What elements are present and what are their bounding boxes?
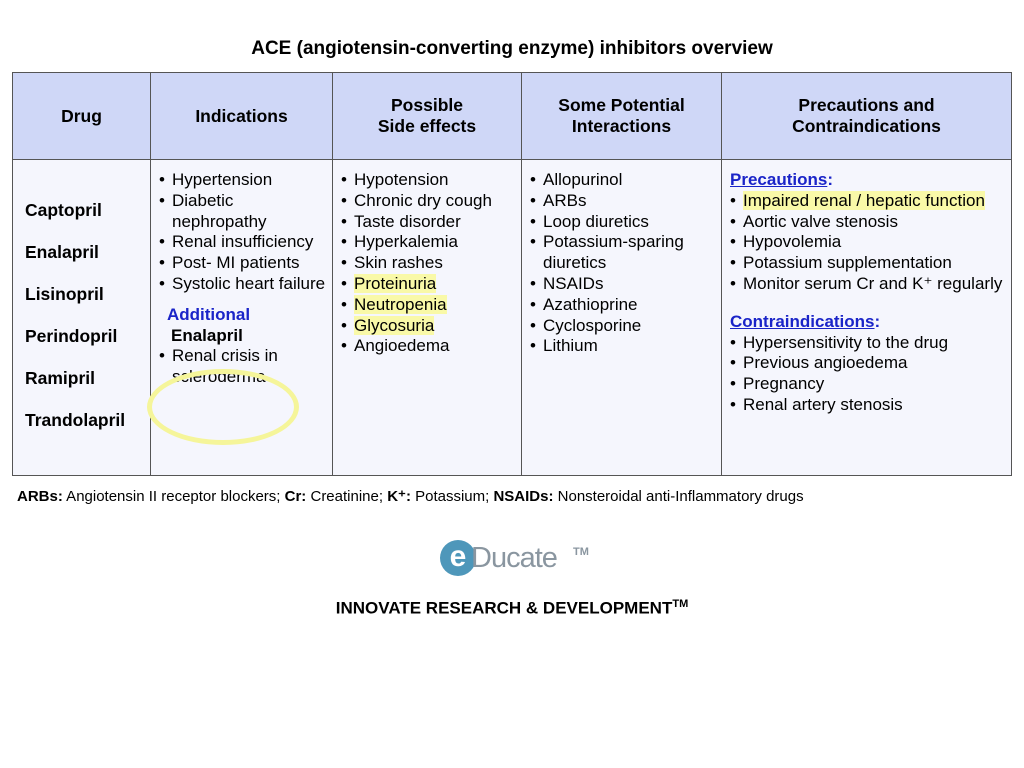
list-item: • Aortic valve stenosis [730, 212, 1007, 233]
header-drug: Drug [13, 73, 151, 160]
list-item: • NSAIDs [530, 274, 717, 295]
header-precautions: Precautions and Contraindications [722, 73, 1012, 160]
list-item-highlighted [730, 191, 1007, 212]
list-item: • Renal insufficiency [159, 232, 328, 253]
list-item-highlighted [341, 295, 517, 316]
abbreviations-footnote: ARBs: Angiotensin II receptor blockers; Cr: Creatinine; K⁺: Potassium; NSAIDs: Nonsteroidal anti-Inflammatory drugs [17, 488, 804, 505]
ace-inhibitors-table [12, 72, 1012, 476]
list-item: • Systolic heart failure [159, 274, 328, 295]
list-item: • Hypertension [159, 170, 328, 191]
side-effects-list [341, 170, 517, 357]
side-effects-cell [333, 160, 522, 476]
list-item: • Lithium [530, 336, 717, 357]
list-item: • Previous angioedema [730, 353, 1007, 374]
list-item-highlighted [341, 274, 517, 295]
list-item: • ARBs [530, 191, 717, 212]
drug-name: Perindopril [25, 326, 118, 346]
list-item: • Hypovolemia [730, 232, 1007, 253]
drug-name: Enalapril [25, 242, 99, 262]
drug-name: Trandolapril [25, 410, 126, 430]
header-interactions: Some Potential Interactions [522, 73, 722, 160]
contraindications-list [730, 333, 1007, 416]
header-side-effects: Possible Side effects [333, 73, 522, 160]
precautions-cell [722, 160, 1012, 476]
list-item: • Renal artery stenosis [730, 395, 1007, 416]
list-item: • Hyperkalemia [341, 232, 517, 253]
list-item: • Pregnancy [730, 374, 1007, 395]
list-item: • Post- MI patients [159, 253, 328, 274]
precautions-list [730, 191, 1007, 295]
indications-list [159, 170, 328, 295]
drug-name: Captopril [25, 200, 102, 220]
list-item-highlighted [341, 316, 517, 337]
list-item: • Cyclosporine [530, 316, 717, 337]
drug-name: Ramipril [25, 368, 96, 388]
table-body-row [13, 160, 1012, 476]
list-item: • Hypersensitivity to the drug [730, 333, 1007, 354]
interactions-cell [522, 160, 722, 476]
interactions-list [530, 170, 717, 357]
drug-name: Lisinopril [25, 284, 104, 304]
drug-list [21, 170, 146, 431]
additional-list [159, 346, 328, 388]
page-title: ACE (angiotensin-converting enzyme) inhibitors overview [251, 38, 773, 59]
educate-logo [440, 538, 590, 580]
list-item: • Monitor serum Cr and K⁺ regularly [730, 274, 1007, 295]
precautions-heading: Precautions: [730, 170, 833, 189]
table-header-row [13, 73, 1012, 160]
list-item: • Loop diuretics [530, 212, 717, 233]
list-item: • Azathioprine [530, 295, 717, 316]
drug-cell [13, 160, 151, 476]
highlight: Proteinuria [354, 273, 437, 293]
list-item: • Diabetic nephropathy [159, 191, 328, 233]
highlight: Impaired renal / hepatic function [743, 190, 985, 210]
highlight: Glycosuria [354, 315, 435, 335]
header-indications: Indications [151, 73, 333, 160]
list-item: • Angioedema [341, 336, 517, 357]
contraindications-heading: Contraindications: [730, 311, 881, 331]
indications-cell [151, 160, 333, 476]
logo-e-icon: e [440, 540, 476, 576]
list-item: • Potassium supplementation [730, 253, 1007, 274]
additional-drug: Enalapril [171, 325, 243, 345]
list-item: • Renal crisis in scleroderma [159, 346, 328, 388]
list-item: • Hypotension [341, 170, 517, 191]
logo-text: Ducate [471, 542, 557, 574]
list-item: • Taste disorder [341, 212, 517, 233]
list-item: • Skin rashes [341, 253, 517, 274]
company-name: INNOVATE RESEARCH & DEVELOPMENT™ [335, 598, 689, 618]
logo-trademark: TM [573, 546, 589, 558]
list-item: • Potassium-sparing diuretics [530, 232, 717, 274]
additional-label: Additional [167, 304, 251, 324]
highlight: Neutropenia [354, 294, 447, 314]
list-item: • Chronic dry cough [341, 191, 517, 212]
list-item: • Allopurinol [530, 170, 717, 191]
